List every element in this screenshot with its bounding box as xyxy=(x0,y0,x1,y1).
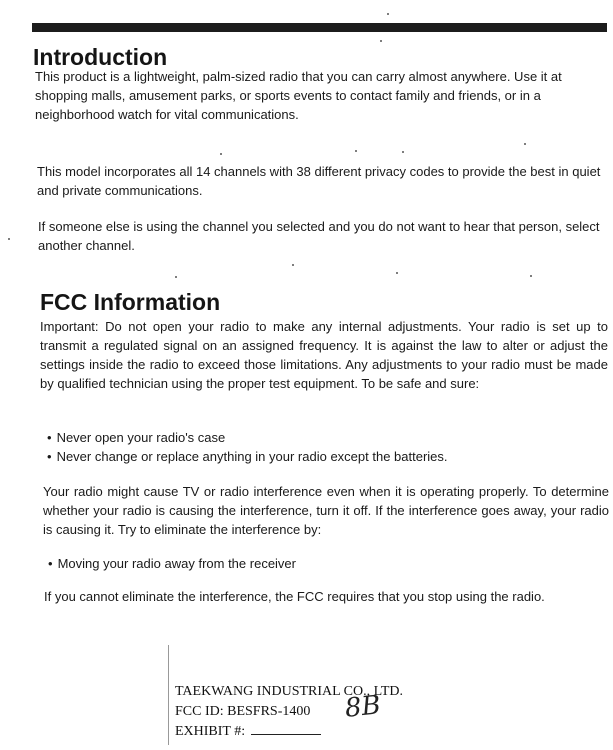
introduction-paragraph-3: If someone else is using the channel you selected and you do not want to hear that person, select another channel. xyxy=(38,219,600,253)
scan-speck xyxy=(402,151,404,153)
list-item: • Never change or replace anything in your radio except the batteries. xyxy=(47,447,448,466)
scan-speck xyxy=(220,153,222,155)
exhibit-underline xyxy=(251,722,321,735)
fcc-paragraph-1: Important: Do not open your radio to make any internal adjustments. Your radio is set up to transmit a regulated signal on an assigned frequency. It is against the law to alter or adjust the settings inside the radio to exceed those limitations. Any adjustments to your radio must be made by qualified technician using the proper test equipment. To be safe and sure: xyxy=(40,319,608,391)
scan-margin-line xyxy=(168,645,173,745)
scan-speck xyxy=(380,40,382,42)
scan-speck xyxy=(292,264,294,266)
fcc-bullet-list-2 xyxy=(48,554,296,573)
scan-speck xyxy=(530,275,532,277)
scan-speck xyxy=(387,13,389,15)
introduction-heading: Introduction xyxy=(33,44,168,70)
introduction-paragraph-2: This model incorporates all 14 channels with 38 different privacy codes to provide the best in quiet and private communications. xyxy=(37,164,601,198)
exhibit-number-row xyxy=(175,722,403,742)
fcc-id: FCC ID: BESFRS-1400 xyxy=(175,704,311,719)
introduction-paragraph-1: This product is a lightweight, palm-sized radio that you can carry almost anywhere. Use it at shopping malls, amusement parks, or sports events to contact family and friends, or in a neighborhood watch for vital communications. xyxy=(35,69,562,122)
fcc-paragraph-3: If you cannot eliminate the interference, the FCC requires that you stop using the radio. xyxy=(44,589,545,604)
list-item: • Never open your radio's case xyxy=(47,428,448,447)
fcc-paragraph-2: Your radio might cause TV or radio interference even when it is operating properly. To determine whether your radio is causing the interference, turn it off. If the interference goes away, your radio is causing it. Try to eliminate the interference by: xyxy=(43,484,609,537)
scan-speck xyxy=(355,150,357,152)
scan-speck xyxy=(396,272,398,274)
fcc-heading: FCC Information xyxy=(40,289,221,315)
scan-speck xyxy=(8,238,10,240)
company-name: TAEKWANG INDUSTRIAL CO., LTD. xyxy=(175,684,404,699)
fcc-bullet-list-1 xyxy=(47,428,448,466)
header-bar xyxy=(32,23,607,32)
list-item: • Moving your radio away from the receiver xyxy=(48,554,296,573)
handwritten-exhibit-number: 8B xyxy=(343,690,383,724)
scan-speck xyxy=(524,143,526,145)
exhibit-label: EXHIBIT #: xyxy=(175,724,246,739)
scan-speck xyxy=(175,276,177,278)
